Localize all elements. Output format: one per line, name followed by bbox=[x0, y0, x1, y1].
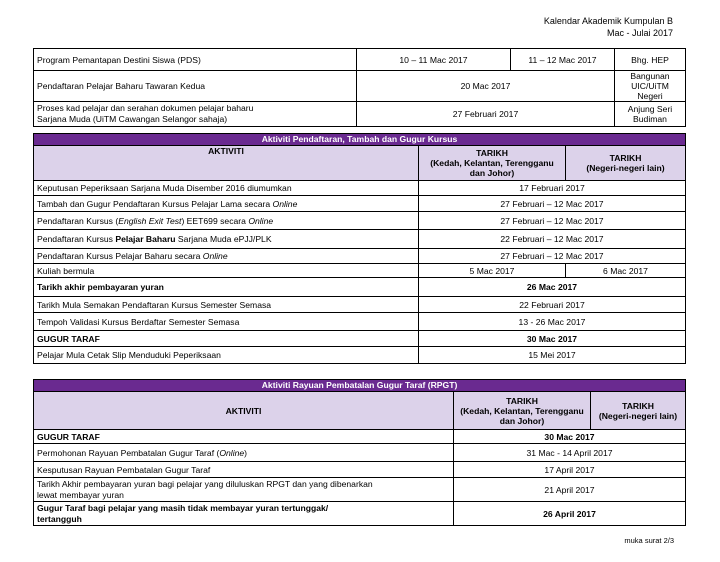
table-row bbox=[34, 331, 686, 347]
column-header-subtitle: (Negeri-negeri lain) bbox=[598, 410, 678, 421]
activity-cell: Pelajar Mula Cetak Slip Menduduki Peperiksaan bbox=[34, 347, 419, 364]
table-header-row bbox=[34, 392, 686, 430]
text-part: Tambah dan Gugur Pendaftaran Kursus Pelajar Lama secara bbox=[37, 198, 273, 209]
activity-cell: Tarikh Mula Semakan Pendaftaran Kursus Semester Semasa bbox=[34, 297, 419, 313]
place-cell: Bhg. HEP bbox=[615, 49, 686, 71]
date-cell: 27 Februari – 12 Mac 2017 bbox=[419, 249, 686, 264]
table-row bbox=[34, 212, 686, 230]
page-number: muka surat 2/3 bbox=[624, 536, 674, 545]
date-cell: 5 Mac 2017 bbox=[419, 264, 566, 278]
table-row bbox=[34, 49, 686, 71]
section-title: Aktiviti Rayuan Pembatalan Gugur Taraf (RPGT) bbox=[34, 380, 686, 392]
text-part: Online bbox=[202, 251, 228, 261]
activity-cell: Pendaftaran Pelajar Baharu Tawaran Kedua bbox=[34, 71, 357, 102]
activity-line: Sarjana Muda (UiTM Cawangan Selangor sahaja) bbox=[37, 114, 228, 124]
document-header bbox=[544, 15, 673, 39]
activity-cell bbox=[34, 196, 419, 212]
table-row bbox=[34, 71, 686, 102]
text-part: Online bbox=[272, 198, 298, 209]
column-header-date-2 bbox=[566, 146, 686, 181]
table-row bbox=[34, 502, 686, 526]
date-cell: 22 Februari – 12 Mac 2017 bbox=[419, 230, 686, 249]
text-part: Sarjana Muda ePJJ/PLK bbox=[175, 234, 272, 244]
table-row bbox=[34, 102, 686, 127]
date-cell: 30 Mac 2017 bbox=[454, 430, 686, 444]
date-cell: 6 Mac 2017 bbox=[566, 264, 686, 278]
date-cell: 30 Mac 2017 bbox=[419, 331, 686, 347]
header-title: Kalendar Akademik Kumpulan B bbox=[543, 16, 673, 26]
column-header-title: TARIKH bbox=[506, 395, 538, 406]
column-header-subtitle: (Kedah, Kelantan, Terengganu dan Johor) bbox=[460, 405, 584, 426]
column-header-date-1 bbox=[454, 392, 591, 430]
text-part: ) bbox=[244, 447, 248, 458]
text-part: Online bbox=[219, 447, 245, 458]
top-table bbox=[33, 48, 686, 127]
activity-cell: Program Pemantapan Destini Siswa (PDS) bbox=[34, 49, 357, 71]
column-header-date-2 bbox=[591, 392, 686, 430]
table-row bbox=[34, 264, 686, 278]
activity-cell bbox=[34, 502, 454, 526]
date-cell: 10 – 11 Mac 2017 bbox=[357, 49, 511, 71]
column-header-activity: AKTIVITI bbox=[34, 392, 454, 430]
column-header-date-1 bbox=[419, 146, 566, 181]
table-row bbox=[34, 249, 686, 264]
column-header-title: TARIKH bbox=[622, 400, 654, 411]
date-cell: 15 Mei 2017 bbox=[419, 347, 686, 364]
activity-cell bbox=[34, 230, 419, 249]
column-header-title: TARIKH bbox=[609, 153, 642, 163]
text-part: ) EET699 secara bbox=[181, 215, 249, 226]
text-part: Pelajar Baharu bbox=[115, 234, 176, 244]
date-cell: 27 Februari – 12 Mac 2017 bbox=[419, 196, 686, 212]
text-part: Pendaftaran Kursus bbox=[37, 234, 116, 244]
activity-cell: Tarikh akhir pembayaran yuran bbox=[34, 278, 419, 297]
activity-cell: GUGUR TARAF bbox=[34, 331, 419, 347]
date-cell: 26 April 2017 bbox=[454, 502, 686, 526]
registration-table bbox=[33, 133, 686, 364]
activity-cell: Kesputusan Rayuan Pembatalan Gugur Taraf bbox=[34, 462, 454, 478]
table-row bbox=[34, 430, 686, 444]
activity-cell: GUGUR TARAF bbox=[34, 430, 454, 444]
date-cell: 22 Februari 2017 bbox=[419, 297, 686, 313]
activity-cell: Kuliah bermula bbox=[34, 264, 419, 278]
place-cell: Bangunan UIC/UiTM Negeri bbox=[615, 71, 686, 102]
activity-cell: Keputusan Peperiksaan Sarjana Muda Disember 2016 diumumkan bbox=[34, 181, 419, 196]
place-cell: Anjung Seri Budiman bbox=[615, 102, 686, 127]
activity-cell bbox=[34, 249, 419, 264]
activity-line: lewat membayar yuran bbox=[37, 489, 124, 500]
rpgt-table bbox=[33, 379, 686, 526]
table-row bbox=[34, 462, 686, 478]
date-cell: 20 Mac 2017 bbox=[357, 71, 615, 102]
date-cell: 11 – 12 Mac 2017 bbox=[511, 49, 615, 71]
column-header-subtitle: (Negeri-negeri lain) bbox=[586, 163, 665, 173]
activity-line: Gugur Taraf bagi pelajar yang masih tidak membayar yuran tertunggak/ bbox=[37, 502, 329, 513]
activity-cell bbox=[34, 212, 419, 230]
date-cell: 17 Februari 2017 bbox=[419, 181, 686, 196]
activity-cell: Tempoh Validasi Kursus Berdaftar Semester Semasa bbox=[34, 313, 419, 331]
table-header-row bbox=[34, 146, 686, 181]
activity-cell bbox=[34, 444, 454, 462]
activity-line: Tarikh Akhir pembayaran yuran bagi pelajar yang diluluskan RPGT dan yang dibenarkan bbox=[37, 478, 373, 489]
table-row bbox=[34, 478, 686, 502]
table-row bbox=[34, 444, 686, 462]
date-cell: 27 Februari – 12 Mac 2017 bbox=[419, 212, 686, 230]
activity-cell bbox=[34, 102, 357, 127]
table-row bbox=[34, 313, 686, 331]
activity-line: Proses kad pelajar dan serahan dokumen pelajar baharu bbox=[37, 103, 254, 113]
table-row bbox=[34, 230, 686, 249]
text-part: Permohonan Rayuan Pembatalan Gugur Taraf ( bbox=[37, 447, 220, 458]
date-cell: 17 April 2017 bbox=[454, 462, 686, 478]
text-part: Pendaftaran Kursus Pelajar Baharu secara bbox=[37, 251, 203, 261]
activity-line: tertangguh bbox=[37, 513, 82, 524]
table-row bbox=[34, 347, 686, 364]
table-row bbox=[34, 278, 686, 297]
header-period: Mac - Julai 2017 bbox=[606, 28, 673, 38]
column-header-activity: AKTIVITI bbox=[34, 146, 419, 181]
section-title: Aktiviti Pendaftaran, Tambah dan Gugur Kursus bbox=[34, 134, 686, 146]
activity-cell bbox=[34, 478, 454, 502]
column-header-subtitle: (Kedah, Kelantan, Terengganu dan Johor) bbox=[430, 158, 554, 178]
table-row bbox=[34, 181, 686, 196]
table-row bbox=[34, 297, 686, 313]
text-part: English Exit Test bbox=[118, 215, 182, 226]
date-cell: 13 - 26 Mac 2017 bbox=[419, 313, 686, 331]
table-row bbox=[34, 196, 686, 212]
date-cell: 26 Mac 2017 bbox=[419, 278, 686, 297]
column-header-title: TARIKH bbox=[476, 148, 508, 158]
text-part: Pendaftaran Kursus ( bbox=[37, 215, 119, 226]
date-cell: 27 Februari 2017 bbox=[357, 102, 615, 127]
date-cell: 21 April 2017 bbox=[454, 478, 686, 502]
text-part: Online bbox=[248, 215, 274, 226]
date-cell: 31 Mac - 14 April 2017 bbox=[454, 444, 686, 462]
